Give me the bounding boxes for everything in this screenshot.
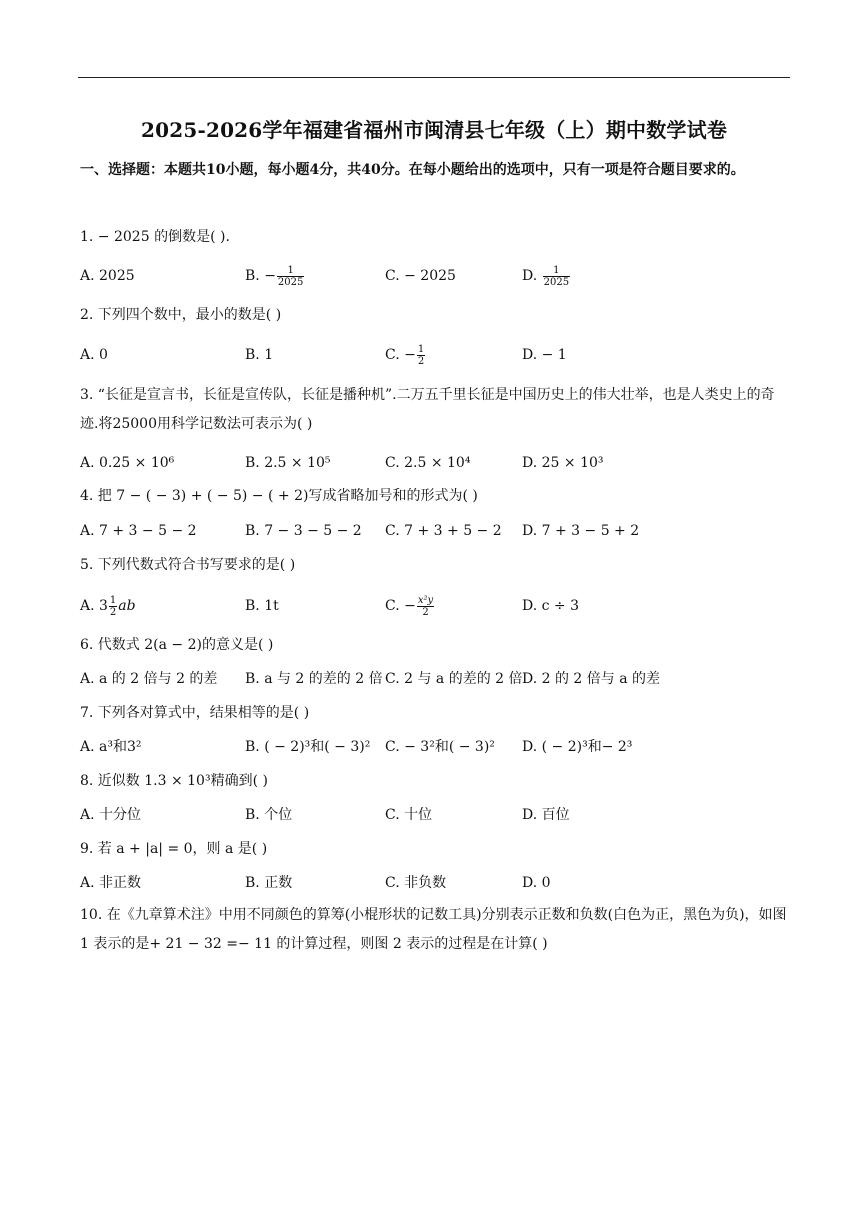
option-c-prefix: C. − bbox=[385, 598, 416, 614]
numerator: 1 bbox=[109, 594, 117, 606]
numerator: 1 bbox=[543, 265, 570, 277]
option-a bbox=[80, 594, 136, 618]
option-d: D. 0 bbox=[522, 875, 551, 891]
denominator: 2 bbox=[417, 355, 425, 367]
question-1-options bbox=[80, 264, 792, 288]
question-8-stem: 8. 近似数 1.3 × 10³精确到( ) bbox=[80, 773, 268, 789]
option-c: C. − 3²和( − 3)² bbox=[385, 739, 495, 755]
question-3-options bbox=[80, 451, 792, 475]
option-c bbox=[385, 594, 435, 618]
question-5-options bbox=[80, 594, 792, 618]
header-rule bbox=[78, 77, 790, 78]
section-heading: 一、选择题：本题共10小题，每小题4分，共40分。在每小题给出的选项中，只有一项是符合题目要求的。 bbox=[80, 162, 745, 178]
option-c: C. − 2025 bbox=[385, 268, 456, 284]
question-2-options bbox=[80, 343, 792, 367]
option-b: B. a 与 2 的差的 2 倍 bbox=[245, 671, 383, 687]
option-b: B. 1 bbox=[245, 347, 274, 363]
question-3-stem: 3. “长征是宣言书，长征是宣传队，长征是播种机”.二万五千里长征是中国历史上的伟大壮举，也是人类史上的奇迹.将25000用科学记数法可表示为( ) bbox=[80, 387, 775, 432]
question-6-options bbox=[80, 667, 792, 691]
option-b: B. ( − 2)³和( − 3)² bbox=[245, 739, 371, 755]
numerator: 1 bbox=[277, 265, 304, 277]
option-b-prefix: B. − bbox=[245, 268, 276, 284]
numerator: x²y bbox=[417, 594, 434, 606]
option-d bbox=[522, 264, 571, 288]
question-5-stem: 5. 下列代数式符合书写要求的是( ) bbox=[80, 557, 296, 573]
fraction bbox=[417, 595, 434, 618]
option-c: C. 十位 bbox=[385, 807, 433, 823]
question-6-stem: 6. 代数式 2(a − 2)的意义是( ) bbox=[80, 637, 274, 653]
option-a: A. 非正数 bbox=[80, 875, 142, 891]
question-4-options bbox=[80, 519, 792, 543]
option-c bbox=[385, 343, 426, 367]
option-b: B. 7 − 3 − 5 − 2 bbox=[245, 523, 362, 539]
option-d: D. 百位 bbox=[522, 807, 570, 823]
numerator: 1 bbox=[417, 343, 425, 355]
option-a-prefix: A. 3 bbox=[80, 598, 108, 614]
fraction bbox=[109, 595, 117, 618]
option-b: B. 个位 bbox=[245, 807, 293, 823]
question-10-stem: 10. 在《九章算术注》中用不同颜色的算筹(小棍形状的记数工具)分别表示正数和负数(白色为正，黑色为负)，如图 1 表示的是+ 21 − 32 =− 11 的计算过程，则图 2 表示的过程是在计算( ) bbox=[80, 907, 787, 952]
question-7-stem: 7. 下列各对算式中，结果相等的是( ) bbox=[80, 705, 310, 721]
option-b: B. 1t bbox=[245, 598, 279, 614]
option-a: A. 0 bbox=[80, 347, 108, 363]
option-d: D. 7 + 3 − 5 + 2 bbox=[522, 523, 640, 539]
option-c: C. 7 + 3 + 5 − 2 bbox=[385, 523, 502, 539]
option-a-suffix: ab bbox=[118, 598, 136, 614]
option-a: A. 十分位 bbox=[80, 807, 142, 823]
option-d: D. ( − 2)³和− 2³ bbox=[522, 739, 633, 755]
denominator: 2025 bbox=[543, 276, 570, 288]
exam-title: 2025-2026学年福建省福州市闽清县七年级（上）期中数学试卷 bbox=[140, 118, 728, 142]
option-d: D. − 1 bbox=[522, 347, 567, 363]
option-b: B. 正数 bbox=[245, 875, 293, 891]
option-d: D. 25 × 10³ bbox=[522, 455, 604, 471]
denominator: 2 bbox=[422, 606, 429, 618]
fraction bbox=[417, 344, 425, 367]
option-c: C. 非负数 bbox=[385, 875, 447, 891]
option-d-prefix: D. bbox=[522, 268, 542, 284]
option-b bbox=[245, 264, 305, 288]
option-b: B. 2.5 × 10⁵ bbox=[245, 455, 331, 471]
denominator: 2 bbox=[109, 606, 117, 618]
fraction bbox=[277, 265, 304, 288]
question-2-stem: 2. 下列四个数中，最小的数是( ) bbox=[80, 307, 282, 323]
option-a: A. 2025 bbox=[80, 268, 135, 284]
denominator: 2025 bbox=[277, 276, 304, 288]
option-a: A. a³和3² bbox=[80, 739, 142, 755]
question-8-options bbox=[80, 803, 792, 827]
question-1-stem: 1. − 2025 的倒数是( ). bbox=[80, 229, 230, 245]
fraction bbox=[543, 265, 570, 288]
option-a: A. a 的 2 倍与 2 的差 bbox=[80, 671, 218, 687]
option-c: C. 2 与 a 的差的 2 倍 bbox=[385, 671, 523, 687]
option-a: A. 0.25 × 10⁶ bbox=[80, 455, 175, 471]
option-d: D. c ÷ 3 bbox=[522, 598, 580, 614]
option-c-prefix: C. − bbox=[385, 347, 416, 363]
question-9-stem: 9. 若 a + |a| = 0，则 a 是( ) bbox=[80, 841, 268, 857]
option-a: A. 7 + 3 − 5 − 2 bbox=[80, 523, 197, 539]
question-7-options bbox=[80, 735, 792, 759]
option-c: C. 2.5 × 10⁴ bbox=[385, 455, 471, 471]
question-4-stem: 4. 把 7 − ( − 3) + ( − 5) − ( + 2)写成省略加号和的形式为( ) bbox=[80, 488, 478, 504]
option-d: D. 2 的 2 倍与 a 的差 bbox=[522, 671, 661, 687]
question-9-options bbox=[80, 871, 792, 895]
